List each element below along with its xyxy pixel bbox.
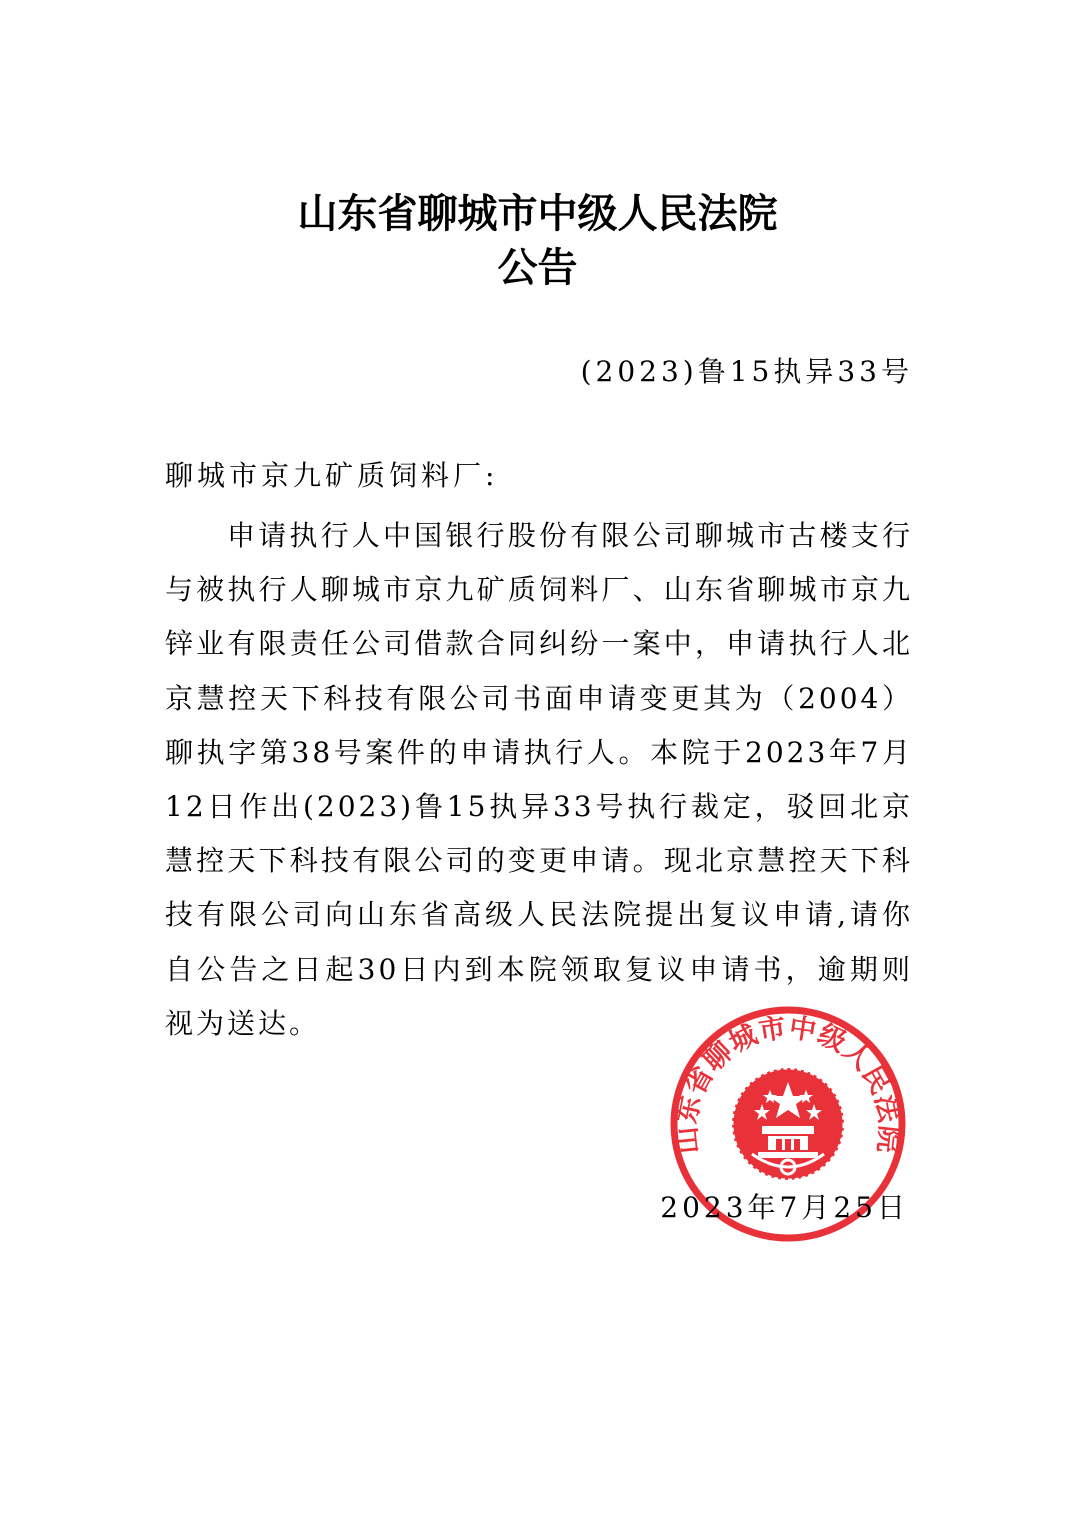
notice-title: 公告 (497, 244, 578, 291)
national-emblem-icon (732, 1068, 844, 1180)
court-name-title: 山东省聊城市中级人民法院 (297, 190, 778, 237)
notice-date: 2023年7月25日 (660, 1191, 909, 1224)
addressee: 聊城市京九矿质饲料厂: (165, 459, 499, 492)
seal-text: 山东省聊城市中级人民法院 (671, 1012, 905, 1156)
case-number: (2023)鲁15执异33号 (580, 355, 913, 388)
notice-body: 申请执行人中国银行股份有限公司聊城市古楼支行与被执行人聊城市京九矿质饲料厂、山东省聊城市京九锌业有限责任公司借款合同纠纷一案中，申请执行人北京慧控天下科技有限公司书面申请变更其为（2004）聊执字第38号案件的申请执行人。本院于2023年7月12日作出(2023)鲁15执异33号执行裁定，驳回北京慧控天下科技有限公司的变更申请。现北京慧控天下科技有限公司向山东省高级人民法院提出复议申请,请你自公告之日起30日内到本院领取复议申请书，逾期则视为送达。 (165, 519, 913, 1040)
